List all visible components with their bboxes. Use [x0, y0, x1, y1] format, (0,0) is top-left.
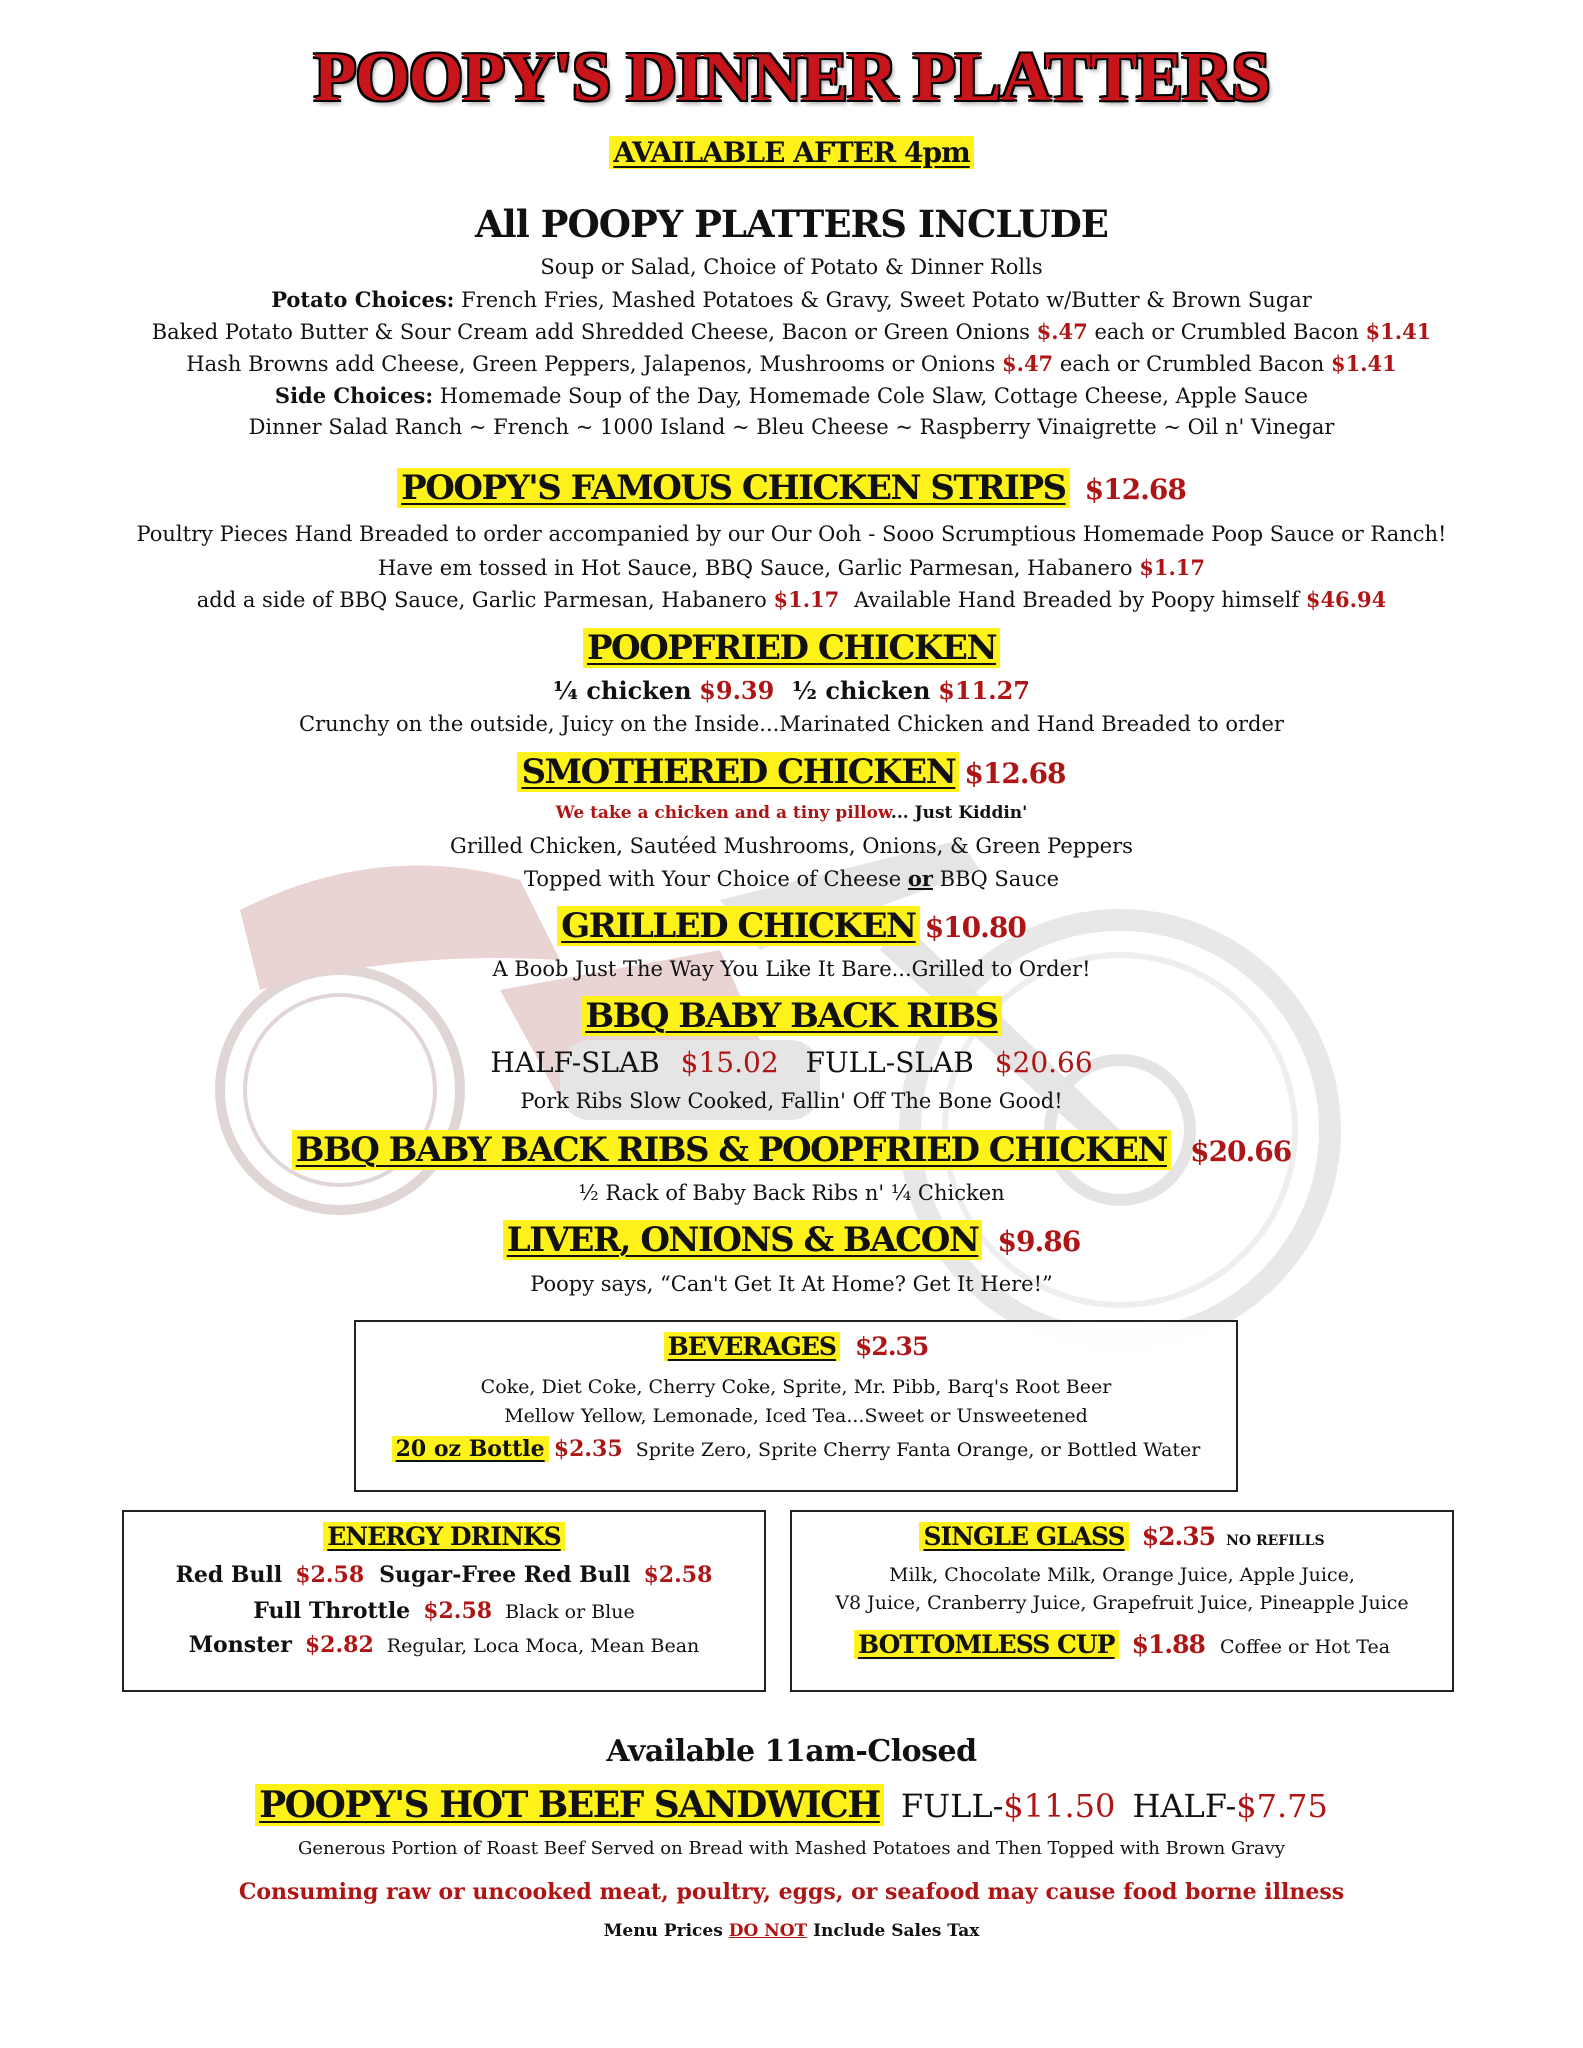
- single-glass-price: $2.35: [1141, 1522, 1215, 1551]
- chicken-strips-desc3-text: add a side of BBQ Sauce, Garlic Parmesan, Habanero: [196, 588, 767, 612]
- poopfried-desc: Crunchy on the outside, Juicy on the Inside...Marinated Chicken and Hand Breaded to order: [299, 712, 1284, 736]
- poopfried-name: POOPFRIED CHICKEN: [583, 628, 1000, 668]
- quarter-chicken-price: $9.39: [699, 676, 775, 705]
- sandwich-half-price: $7.75: [1236, 1787, 1328, 1825]
- ribs-prices: [0, 1046, 1583, 1079]
- chicken-strips-desc3-price: $1.17: [773, 587, 840, 612]
- liver-name: LIVER, ONIONS & BACON: [503, 1220, 983, 1260]
- smothered-desc2-b: BBQ Sauce: [939, 867, 1060, 891]
- sandwich-desc: Generous Portion of Roast Beef Served on Bread with Mashed Potatoes and Then Topped with Brown Gravy: [297, 1838, 1286, 1859]
- liver-price: $9.86: [997, 1225, 1081, 1258]
- ribs-half-label: HALF-SLAB: [490, 1046, 660, 1079]
- poopfried-heading: [0, 628, 1583, 668]
- quarter-chicken-label: ¼ chicken: [553, 676, 692, 705]
- chicken-strips-heading: [0, 468, 1583, 508]
- monster-label: Monster: [188, 1632, 292, 1658]
- smothered-desc2-or: or: [907, 866, 933, 891]
- chicken-strips-price: $12.68: [1084, 473, 1186, 506]
- beverages-box: [354, 1320, 1238, 1492]
- hash-browns-line: [0, 351, 1583, 376]
- baked-potato-text: Baked Potato Butter & Sour Cream add Shredded Cheese, Bacon or Green Onions: [151, 320, 1030, 344]
- beverages-line1: Coke, Diet Coke, Cherry Coke, Sprite, Mr. Pibb, Barq's Root Beer: [480, 1376, 1112, 1398]
- sugarfree-label: Sugar-Free Red Bull: [379, 1562, 631, 1588]
- smothered-heading: [0, 752, 1583, 792]
- sandwich-full-price: $11.50: [1003, 1787, 1116, 1825]
- combo-name: BBQ BABY BACK RIBS & POOPFRIED CHICKEN: [292, 1130, 1171, 1170]
- sales-tax-note: [0, 1921, 1583, 1941]
- sandwich-name: POOPY'S HOT BEEF SANDWICH: [255, 1784, 884, 1826]
- potato-choices-line: [0, 287, 1583, 312]
- ribs-full-label: FULL-SLAB: [805, 1046, 974, 1079]
- half-chicken-price: $11.27: [938, 676, 1030, 705]
- energy-heading: [124, 1522, 764, 1551]
- hash-browns-mid: each or Crumbled Bacon: [1059, 352, 1325, 376]
- hash-browns-text: Hash Browns add Cheese, Green Peppers, Jalapenos, Mushrooms or Onions: [186, 352, 996, 376]
- liver-desc: Poopy says, “Can't Get It At Home? Get It Here!”: [530, 1272, 1053, 1296]
- throttle-note: Black or Blue: [505, 1601, 635, 1623]
- energy-drinks-box: [122, 1510, 766, 1692]
- energy-line2: [124, 1598, 764, 1624]
- chicken-strips-name: POOPY'S FAMOUS CHICKEN STRIPS: [397, 468, 1069, 508]
- chicken-strips-desc2-price: $1.17: [1139, 555, 1206, 580]
- grilled-desc: A Boob Just The Way You Like It Bare...Grilled to Order!: [492, 957, 1091, 981]
- includes-subtitle: Soup or Salad, Choice of Potato & Dinner Rolls: [540, 255, 1043, 279]
- sales-tax-c: Include Sales Tax: [813, 1921, 980, 1941]
- energy-line1: [124, 1562, 764, 1588]
- availability-note: [0, 136, 1583, 169]
- single-glass-name: SINGLE GLASS: [919, 1522, 1128, 1551]
- includes-title: All POOPY PLATTERS INCLUDE: [474, 202, 1109, 246]
- potato-choices-label: Potato Choices:: [271, 287, 455, 312]
- beverages-heading: [356, 1332, 1236, 1361]
- single-glass-heading: [792, 1522, 1452, 1551]
- combo-desc: ½ Rack of Baby Back Ribs n' ¼ Chicken: [578, 1181, 1005, 1205]
- poopfried-prices: [0, 676, 1583, 705]
- baked-potato-price2: $1.41: [1365, 319, 1432, 344]
- bottle-text: Sprite Zero, Sprite Cherry Fanta Orange, or Bottled Water: [635, 1439, 1201, 1461]
- ribs-name: BBQ BABY BACK RIBS: [581, 996, 1001, 1036]
- bottle-label: 20 oz Bottle: [392, 1436, 549, 1462]
- monster-price: $2.82: [304, 1632, 374, 1658]
- sandwich-full-label: FULL-: [900, 1787, 1004, 1825]
- smothered-name: SMOTHERED CHICKEN: [517, 752, 959, 792]
- chicken-strips-desc3: [0, 587, 1583, 612]
- hash-browns-price: $.47: [1002, 351, 1054, 376]
- side-choices-text: Homemade Soup of the Day, Homemade Cole Slaw, Cottage Cheese, Apple Sauce: [439, 384, 1309, 408]
- bottomless-cup-name: BOTTOMLESS CUP: [854, 1630, 1119, 1659]
- chicken-strips-desc1: Poultry Pieces Hand Breaded to order accompanied by our Our Ooh - Sooo Scrumptious Homemade Poop Sauce or Ranch!: [136, 522, 1447, 546]
- liver-heading: [0, 1220, 1583, 1260]
- chicken-strips-desc3-mid: Available Hand Breaded by Poopy himself: [853, 588, 1300, 612]
- ribs-desc: Pork Ribs Slow Cooked, Fallin' Off The Bone Good!: [520, 1089, 1063, 1113]
- combo-price: $20.66: [1190, 1135, 1292, 1168]
- grilled-name: GRILLED CHICKEN: [557, 906, 919, 946]
- baked-potato-line: [0, 319, 1583, 344]
- ribs-heading: [0, 996, 1583, 1036]
- single-glass-note: NO REFILLS: [1226, 1533, 1325, 1549]
- sales-tax-a: Menu Prices: [603, 1921, 723, 1941]
- throttle-price: $2.58: [423, 1598, 493, 1624]
- smothered-desc1: Grilled Chicken, Sautéed Mushrooms, Onions, & Green Peppers: [450, 834, 1133, 858]
- bottomless-cup-line: [792, 1630, 1452, 1659]
- single-glass-box: [790, 1510, 1454, 1692]
- beverages-name: BEVERAGES: [664, 1332, 840, 1361]
- beverages-line2: Mellow Yellow, Lemonade, Iced Tea...Sweet or Unsweetened: [504, 1405, 1088, 1427]
- ribs-full-price: $20.66: [994, 1046, 1093, 1079]
- salad-dressings-line: Dinner Salad Ranch ~ French ~ 1000 Island ~ Bleu Cheese ~ Raspberry Vinaigrette ~ Oil n' Vinegar: [248, 415, 1335, 439]
- side-choices-label: Side Choices:: [274, 383, 434, 408]
- smothered-desc2-a: Topped with Your Choice of Cheese: [523, 867, 902, 891]
- smothered-joke: [0, 803, 1583, 823]
- bottomless-cup-price: $1.88: [1131, 1630, 1205, 1659]
- monster-note: Regular, Loca Moca, Mean Bean: [386, 1635, 700, 1657]
- bottle-line: [356, 1436, 1236, 1462]
- sandwich-availability: Available 11am-Closed: [606, 1734, 977, 1769]
- baked-potato-price: $.47: [1036, 319, 1088, 344]
- energy-line3: [124, 1632, 764, 1658]
- chicken-strips-desc2-text: Have em tossed in Hot Sauce, BBQ Sauce, Garlic Parmesan, Habanero: [377, 556, 1133, 580]
- smothered-price: $12.68: [964, 757, 1066, 790]
- half-chicken-label: ½ chicken: [791, 676, 931, 705]
- bottomless-cup-note: Coffee or Hot Tea: [1220, 1636, 1391, 1658]
- redbull-price: $2.58: [295, 1562, 365, 1588]
- chicken-strips-desc3-price2: $46.94: [1305, 587, 1387, 612]
- beverages-price: $2.35: [855, 1332, 929, 1361]
- sandwich-half-label: HALF-: [1132, 1787, 1237, 1825]
- hash-browns-price2: $1.41: [1330, 351, 1397, 376]
- bottle-price: $2.35: [553, 1436, 623, 1462]
- potato-choices-text: French Fries, Mashed Potatoes & Gravy, Sweet Potato w/Butter & Brown Sugar: [461, 288, 1312, 312]
- baked-potato-mid: each or Crumbled Bacon: [1094, 320, 1359, 344]
- throttle-label: Full Throttle: [253, 1598, 411, 1624]
- chicken-strips-desc2: [0, 555, 1583, 580]
- single-glass-line2: V8 Juice, Cranberry Juice, Grapefruit Juice, Pineapple Juice: [835, 1592, 1409, 1614]
- redbull-label: Red Bull: [175, 1562, 283, 1588]
- energy-name: ENERGY DRINKS: [323, 1522, 564, 1551]
- availability-text: AVAILABLE AFTER 4pm: [609, 136, 973, 169]
- sandwich-heading: [0, 1784, 1583, 1826]
- sales-tax-b: DO NOT: [728, 1921, 808, 1941]
- ribs-half-price: $15.02: [680, 1046, 779, 1079]
- smothered-joke-red: We take a chicken and a tiny pillow: [555, 803, 891, 823]
- food-safety-warning: Consuming raw or uncooked meat, poultry, eggs, or seafood may cause food borne illness: [238, 1879, 1345, 1905]
- sugarfree-price: $2.58: [643, 1562, 713, 1588]
- menu-title: POOPY'S DINNER PLATTERS: [313, 39, 1270, 116]
- side-choices-line: [0, 383, 1583, 408]
- single-glass-line1: Milk, Chocolate Milk, Orange Juice, Apple Juice,: [889, 1564, 1355, 1586]
- grilled-price: $10.80: [924, 911, 1026, 944]
- smothered-joke-black: ... Just Kiddin': [890, 803, 1028, 823]
- combo-heading: [0, 1130, 1583, 1170]
- smothered-desc2: [0, 866, 1583, 891]
- grilled-heading: [0, 906, 1583, 946]
